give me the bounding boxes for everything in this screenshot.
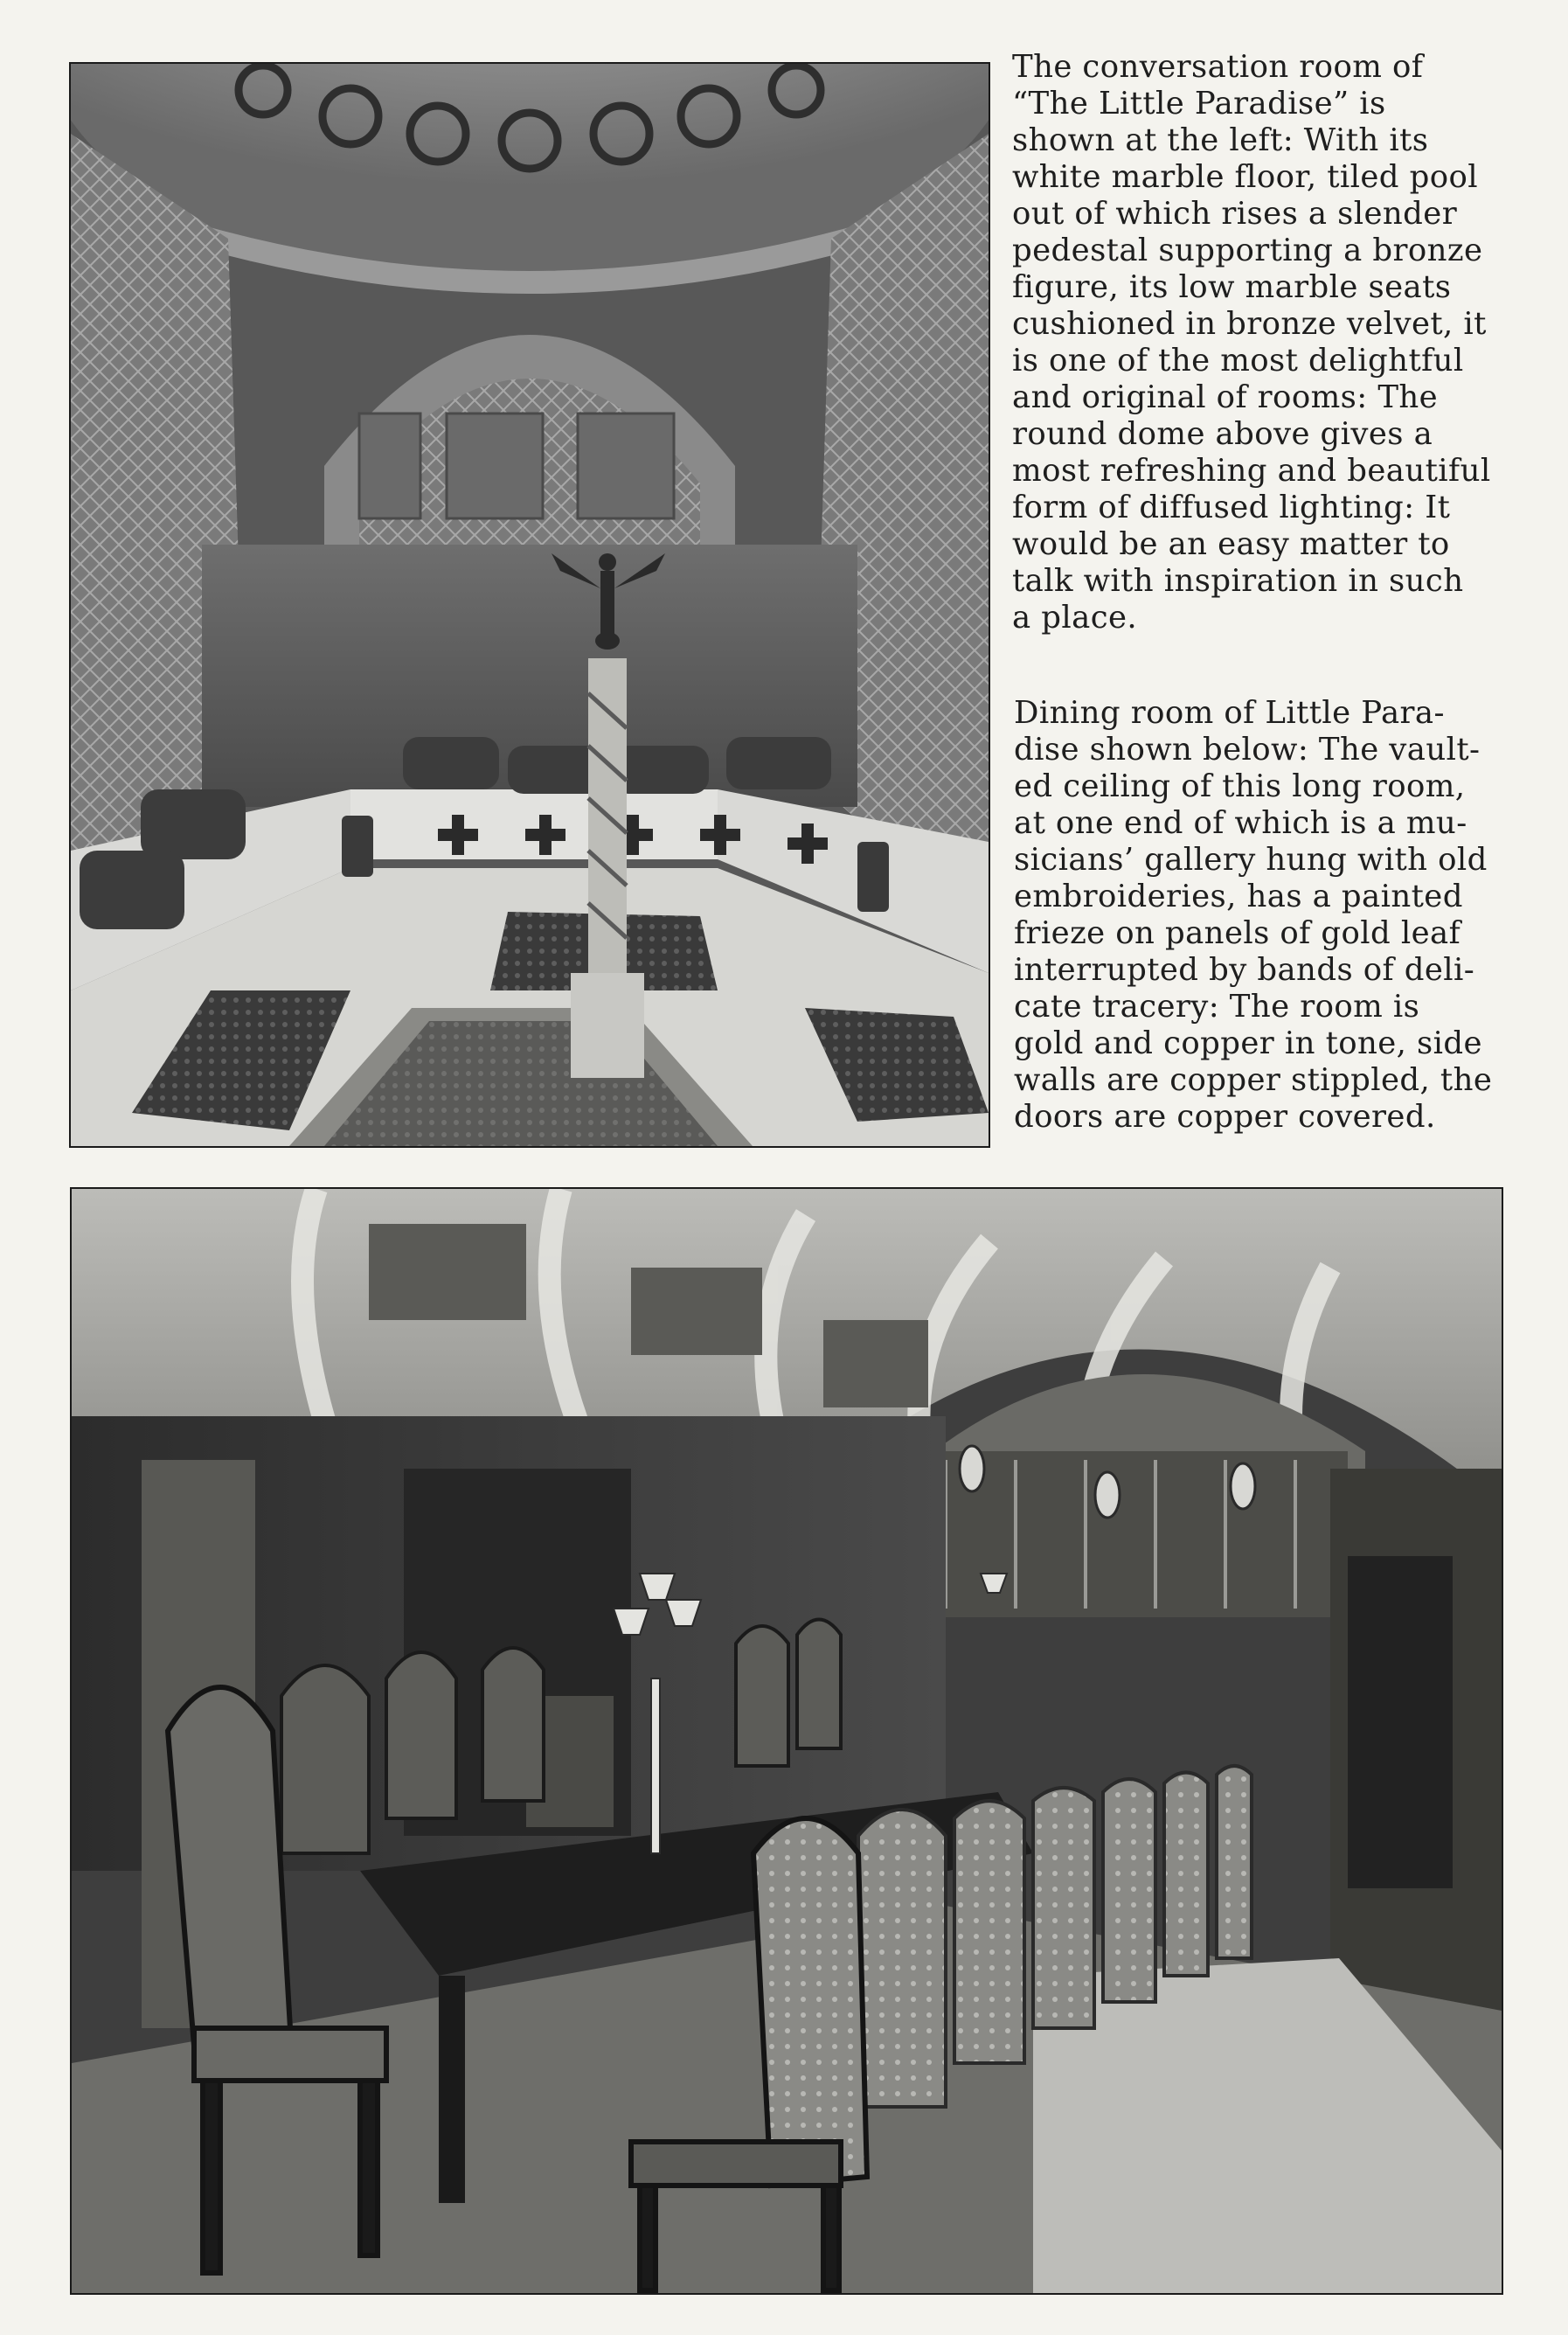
caption-line: cushioned in bronze velvet, it (1012, 306, 1487, 342)
caption-line: interrupted by bands of deli- (1014, 952, 1475, 988)
caption-line: most refreshing and beautiful (1012, 453, 1491, 489)
caption-line: frieze on panels of gold leaf (1014, 915, 1461, 951)
caption-line: white marble floor, tiled pool (1012, 159, 1479, 195)
conversation-room-caption (1012, 49, 1512, 636)
dining-room-photo (70, 1187, 1503, 2295)
dining-room-caption (1014, 695, 1517, 1136)
caption-line: pedestal supporting a bronze (1012, 233, 1483, 268)
caption-line: and original of rooms: The (1012, 379, 1439, 415)
caption-line: Dining room of Little Para- (1014, 695, 1445, 731)
caption-line: dise shown below: The vault- (1014, 732, 1481, 768)
caption-line: figure, its low marble seats (1012, 269, 1452, 305)
caption-line: The conversation room of (1012, 49, 1424, 85)
caption-line: walls are copper stippled, the (1014, 1062, 1493, 1098)
caption-line: round dome above gives a (1012, 416, 1433, 452)
caption-line: out of which rises a slender (1012, 196, 1458, 232)
caption-line: talk with inspiration in such (1012, 563, 1464, 599)
caption-line: at one end of which is a mu- (1014, 805, 1467, 841)
caption-line: sicians’ gallery hung with old (1014, 842, 1488, 878)
caption-line: cate tracery: The room is (1014, 989, 1420, 1025)
conversation-room-photo (69, 62, 990, 1148)
caption-line: form of diffused lighting: It (1012, 490, 1451, 525)
caption-line: “The Little Paradise” is (1012, 86, 1386, 122)
caption-line: a place. (1012, 600, 1138, 636)
caption-line: doors are copper covered. (1014, 1099, 1436, 1135)
caption-line: would be an easy matter to (1012, 526, 1450, 562)
caption-line: embroideries, has a painted (1014, 879, 1463, 914)
caption-line: ed ceiling of this long room, (1014, 768, 1466, 804)
caption-line: shown at the left: With its (1012, 122, 1429, 158)
caption-line: is one of the most delightful (1012, 343, 1464, 379)
caption-line: gold and copper in tone, side (1014, 1025, 1482, 1061)
